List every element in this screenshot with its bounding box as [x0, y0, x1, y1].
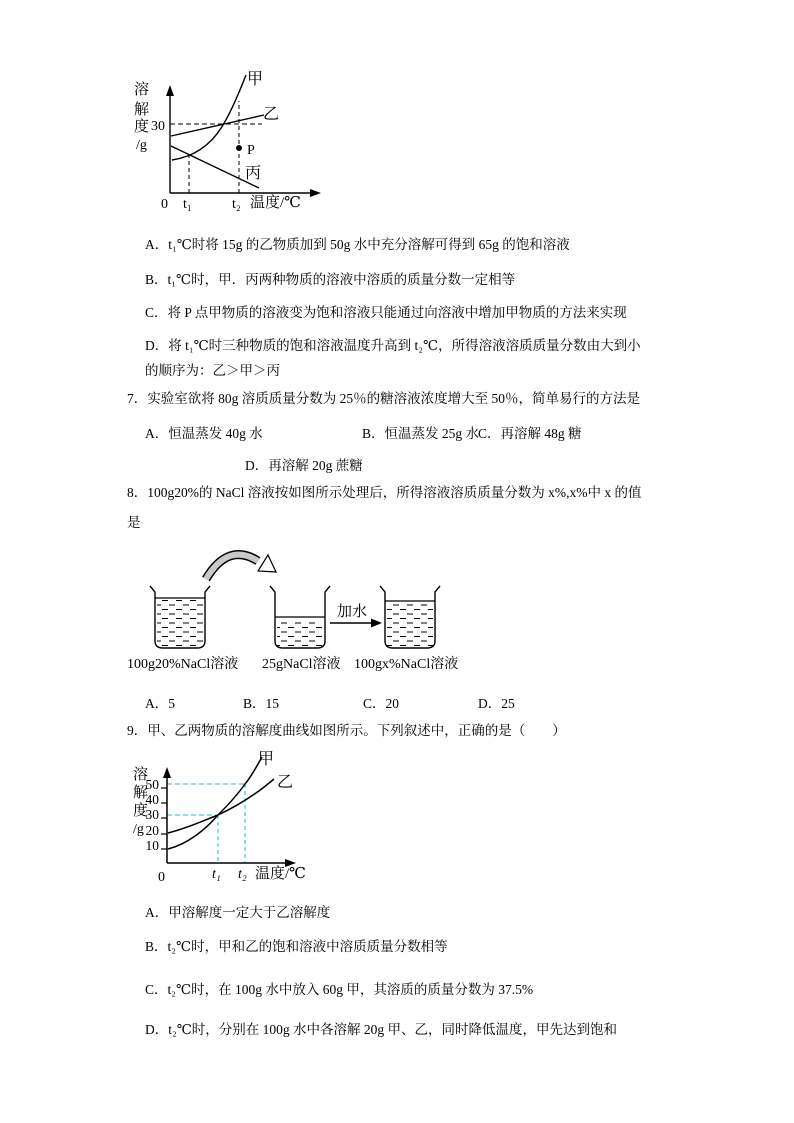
x-axis-arrow-icon [310, 189, 321, 197]
y-axis-char: 解 [133, 785, 149, 801]
q7-option-b: B．恒温蒸发 25g 水 [362, 426, 480, 441]
solubility-chart-1 [125, 58, 335, 218]
y-axis-char: 溶 [134, 82, 150, 98]
solubility-chart-2 [128, 745, 323, 895]
x-tick-t1: t₁ [212, 867, 221, 882]
curve-label-bing: 丙 [245, 165, 262, 182]
y-axis-char: 溶 [133, 767, 149, 783]
q6-option-a: A．t₁℃时将 15g 的乙物质加到 50g 水中充分溶解可得到 65g 的饱和溶液 [145, 237, 570, 252]
beaker-2-liquid [277, 619, 323, 646]
q6-option-c: C．将 P 点甲物质的溶液变为饱和溶液只能通过向溶液中增加甲物质的方法来实现 [145, 305, 627, 320]
q8-stem-cont: 是 [127, 515, 141, 530]
pour-arrow-head [258, 555, 276, 572]
point-p-dot [236, 145, 242, 151]
q7-option-d: D．再溶解 20g 蔗糖 [245, 458, 363, 473]
y-tick-30: 30 [151, 119, 165, 134]
q8-option-b: B．15 [243, 696, 280, 711]
x-axis-label: 温度/℃ [255, 866, 306, 882]
q9-stem: 9．甲、乙两物质的溶解度曲线如图所示。下列叙述中，正确的是（ ） [127, 723, 566, 738]
q9-option-a: A．甲溶解度一定大于乙溶解度 [145, 905, 331, 920]
q9-option-b: B．t₂℃时，甲和乙的饱和溶液中溶质质量分数相等 [145, 939, 448, 954]
curve-yi [168, 779, 274, 833]
x-tick-t2: t₂ [232, 197, 241, 212]
beaker-3-caption: 100gx%NaCl溶液 [354, 657, 459, 672]
y-axis-arrow-icon [163, 767, 171, 778]
q6-option-b: B．t₁℃时，甲．丙两种物质的溶液中溶质的质量分数一定相等 [145, 272, 516, 287]
y-tick-20: 20 [145, 823, 159, 838]
q6-option-d: D．将 t₁℃时三种物质的饱和溶液温度升高到 t₂℃，所得溶液溶质质量分数由大到小 [145, 338, 641, 353]
y-tick-30: 30 [145, 807, 159, 822]
beaker-3-liquid [387, 603, 433, 646]
pour-arrow-icon [206, 555, 258, 579]
y-axis-char: 度 [134, 119, 150, 135]
curve-label-jia: 甲 [247, 71, 264, 88]
q7-option-c: C．再溶解 48g 糖 [478, 426, 582, 441]
y-axis-char: 度 [133, 803, 149, 819]
curve-label-yi: 乙 [263, 106, 280, 123]
q8-stem: 8．100g20%的 NaCl 溶液按如图所示处理后，所得溶液溶质质量分数为 x%,x%中 x 的值 [127, 485, 642, 500]
q7-option-a: A．恒温蒸发 40g 水 [145, 426, 263, 441]
curve-label-yi: 乙 [277, 774, 294, 791]
y-axis-arrow-icon [166, 85, 174, 96]
y-axis-unit: /g [133, 822, 144, 837]
add-water-arrow-head [371, 619, 382, 628]
y-tick-10: 10 [145, 838, 159, 853]
y-tick-40: 40 [145, 792, 159, 807]
beaker-1-caption: 100g20%NaCl溶液 [127, 657, 239, 672]
x-tick-0: 0 [158, 870, 165, 885]
x-tick-0: 0 [161, 197, 168, 212]
beaker-1-liquid [157, 600, 203, 646]
curve-jia [168, 757, 262, 849]
x-tick-t2: t₂ [238, 867, 247, 882]
q8-option-d: D．25 [478, 696, 515, 711]
q6-option-d-cont: 的顺序为：乙＞甲＞丙 [145, 363, 280, 378]
beaker-2-caption: 25gNaCl溶液 [262, 657, 341, 672]
q8-option-a: A．5 [145, 696, 175, 711]
q9-option-c: C．t₂℃时，在 100g 水中放入 60g 甲，其溶质的质量分数为 37.5% [145, 982, 534, 997]
y-tick-50: 50 [145, 777, 159, 792]
curve-label-jia: 甲 [258, 751, 275, 768]
q8-option-c: C．20 [363, 696, 400, 711]
add-water-label: 加水 [337, 604, 368, 620]
point-p-label: P [247, 143, 255, 158]
y-axis-char: 解 [134, 102, 150, 118]
x-axis-label: 温度/℃ [250, 195, 301, 211]
y-axis-unit: /g [136, 138, 147, 153]
x-tick-t1: t₁ [183, 197, 192, 212]
q9-option-d: D．t₂℃时，分别在 100g 水中各溶解 20g 甲、乙，同时降低温度，甲先达到饱和 [145, 1022, 618, 1037]
q7-stem: 7．实验室欲将 80g 溶质质量分数为 25％的糖溶液浓度增大至 50％，简单易行的方法是 [127, 391, 640, 406]
curve-jia [172, 75, 246, 160]
beaker-diagram [110, 540, 490, 675]
